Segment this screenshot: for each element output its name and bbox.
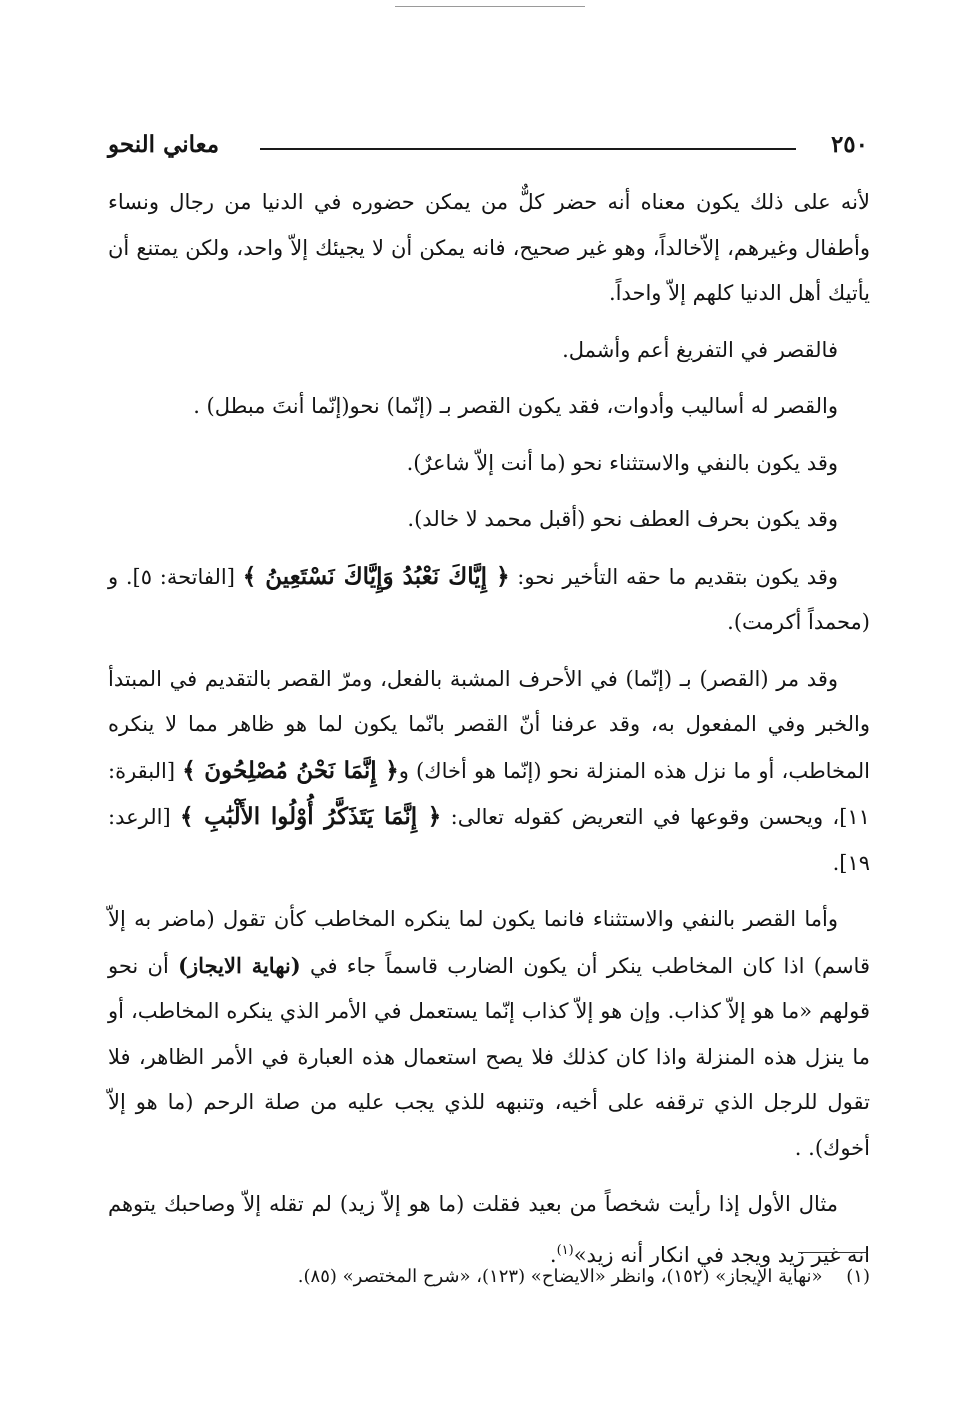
paragraph-7-text-b: [البقرة: ١١]، ويحسن وقوعها في التعريض كقوله تعالى:: [108, 758, 870, 829]
footnote-rule: [798, 1252, 868, 1253]
book-title-nihayat-al-ijaz: (نهاية الايجاز): [178, 952, 301, 978]
footnote-marker: (١): [846, 1266, 870, 1287]
paragraph-1: لأنه على ذلك يكون معناه أنه حضر كلٌّ من يمكن حضوره في الدنيا من رجال ونساء وأطفال وغيرهم، إلاّخالداً، وهو غير صحيح، فانه يمكن أن لا يجيئك إلاّ واحد، ولكن يمتنع أن يأتيك أهل الدنيا كلهم إلاّ واحداً.: [108, 190, 870, 305]
page-number: ٢٥٠: [830, 131, 868, 158]
page-header: [108, 128, 868, 168]
paragraph-3: والقصر له أساليب وأدوات، فقد يكون القصر بـ (إنّما) نحو(إنّما أنتَ مبطل) .: [193, 394, 838, 418]
paragraph-8-text-b: أن نحو قولهم «ما هو إلاّ كذاب. وإن هو إلاّ كذاب إنّما يستعمل في الأمر الذي ينكره المخاطب، أو ما ينزل هذه المنزلة واذا كان كذلك فلا يصح استعمال هذه العبارة في الأمر الظاهر، فلا تقول للرجل الذي ترقفه على أخيه، وتنبهه للذي يجب عليه من صلة الرحم (ما هو إلاّ أخوك). .: [108, 953, 870, 1160]
page-body: [108, 180, 870, 1289]
paragraph-2: فالقصر في التفريغ أعم وأشمل.: [562, 337, 838, 362]
paragraph-7: [108, 657, 870, 887]
paragraph-6: [108, 554, 870, 646]
top-scan-rule: [395, 6, 585, 7]
quran-verse-raad: ﴿ إِنَّمَا يَتَذَكَّرُ أُوْلُوا الأَلْبَٰبِ ﴾: [180, 803, 442, 830]
running-title: معاني النحو: [108, 131, 220, 158]
paragraph-6-citation: [الفاتحة: ٥]. و (محمداً أكرمت).: [108, 564, 870, 634]
paragraph-7-citation: [الرعد: ١٩].: [108, 805, 870, 875]
paragraph-4: وقد يكون بالنفي والاستثناء نحو (ما أنت إلاّ شاعرٌ).: [406, 450, 838, 475]
paragraph-6-text: وقد يكون بتقديم ما حقه التأخير نحو:: [517, 564, 838, 589]
quran-verse-fatiha: ﴿ إِيَّاكَ نَعْبُدُ وَإِيَّاكَ نَسْتَعِينُ ﴾: [242, 562, 510, 590]
footnote-text: «نهاية الإيجاز» (١٥٢)، وانظر «الايضاح» (١٢٣)، «شرح المختصر» (٨٥).: [297, 1266, 823, 1287]
paragraph-9-text: مثال الأول إذا رأيت شخصاً من بعيد فقلت (ما هو إلاّ زيد) لم تقله إلاّ وصاحبك يتوهم انه غير زيد ويجد في انكار أنه زيد»: [108, 1192, 870, 1267]
quran-verse-baqara: ﴿ إِنَّمَا نَحْنُ مُصْلِحُونَ ﴾: [182, 756, 399, 784]
paragraph-8-text-a: وأما القصر بالنفي والاستثناء فانما يكون لما ينكره المخاطب كأن تقول (ماضر به إلاّ قاسم) اذا كان المخاطب ينكر أن يكون الضارب قاسماً جاء في: [108, 907, 870, 978]
paragraph-5: وقد يكون بحرف العطف نحو (أقبل محمد لا خالد).: [407, 507, 838, 531]
footnote-reference: (١): [556, 1242, 574, 1258]
paragraph-7-text-a: وقد مر (القصر) بـ (إنّما) في الأحرف المشبة بالفعل، ومرّ القصر بالتقديم في المبتدأ والخبر وفي المفعول به، وقد عرفنا أنّ القصر بانّما يكون لما هو ظاهر مما لا ينكره المخاطب، أو ما نزل هذه المنزلة نحو (إنّما هو أخاك) و: [108, 666, 870, 783]
paragraph-9-end: .: [549, 1242, 557, 1267]
paragraph-8: [108, 897, 870, 1171]
header-rule: [260, 148, 796, 150]
footnote: [108, 1262, 870, 1292]
